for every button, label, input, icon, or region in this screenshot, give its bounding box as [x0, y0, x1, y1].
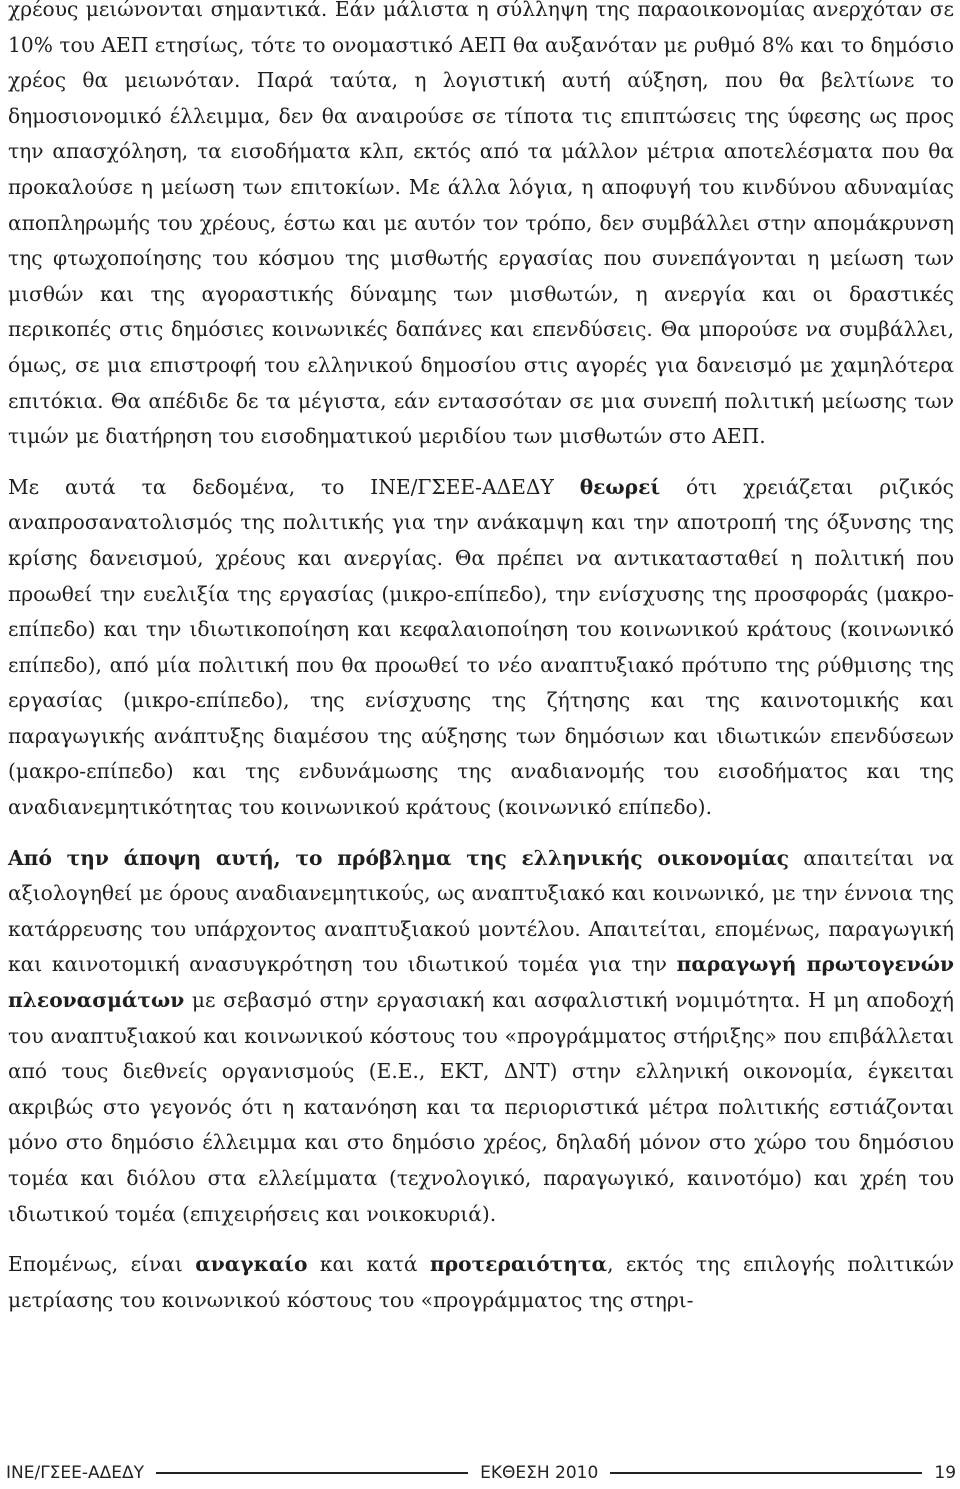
paragraph-4-text-c: , εκτός της επιλογής πολιτικών μετρίασης του κοινωνικού κόστους του «προγράμματος της στηρι-: [8, 1252, 954, 1312]
paragraph-3-text-b: με σεβασμό στην εργασιακή και ασφαλιστική νομιμότητα. Η μη αποδοχή του αναπτυξιακού και κοινωνικού κόστους του «προγράμματος στήριξης» που επιβάλλεται από τους διεθνείς οργανισμούς (Ε.Ε., ΕΚΤ, ΔΝΤ) στην ελληνική οικονομία, έγκειται ακριβώς στο γεγονός ότι η κατανόηση και τα περιοριστικά μέτρα πολιτικής εστιάζονται μόνο στο δημόσιο έλλειμμα και στο δημόσιο χρέος, δηλαδή μόνον στο χώρο του δημόσιου τομέα και διόλου στα ελλείμματα (τεχνολογικό, παραγωγικό, καινοτόμο) και χρέη του ιδιωτικού τομέα (επιχειρήσεις και νοικοκυριά).: [8, 988, 954, 1226]
footer-rule-left: [156, 1472, 468, 1474]
page-number: 19: [934, 1463, 957, 1483]
paragraph-2-bold-a: θεωρεί: [579, 474, 661, 499]
paragraph-4: [8, 1247, 954, 1318]
footer-rule-right: [610, 1472, 922, 1474]
footer-publisher: ΙΝΕ/ΓΣΕΕ-ΑΔΕΔΥ: [6, 1463, 145, 1483]
paragraph-3: [8, 841, 954, 1233]
paragraph-4-bold-a: αναγκαίο: [195, 1252, 308, 1277]
document-body: [8, 0, 954, 1333]
paragraph-1-text: χρέους μειώνονται σημαντικά. Εάν μάλιστα η σύλληψη της παραοικονομίας ανερχόταν σε 10% του ΑΕΠ ετησίως, τότε το ονομαστικό ΑΕΠ θα αυξανόταν με ρυθμό 8% και το δημόσιο χρέος θα μειωνόταν. Παρά ταύτα, η λογιστική αυτή αύξηση, που θα βελτίωνε το δημοσιονομικό έλλειμμα, δεν θα αναιρούσε σε τίποτα τις επιπτώσεις της ύφεσης ως προς την απασχόληση, τα εισοδήματα κλπ, εκτός από τα μάλλον μέτρια αποτελέσματα που θα προκαλούσε η μείωση των επιτοκίων. Με άλλα λόγια, η αποφυγή του κινδύνου αδυναμίας αποπληρωμής του χρέους, έστω και με αυτόν τον τρόπο, δεν συμβάλλει στην απομάκρυνση της φτωχοποίησης του κόσμου της μισθωτής εργασίας που συνεπάγονται η μείωση των μισθών και της αγοραστικής δύναμης των μισθωτών, η ανεργία και οι δραστικές περικοπές στις δημόσιες κοινωνικές δαπάνες και επενδύσεις. Θα μπορούσε να συμβάλλει, όμως, σε μια επιστροφή του ελληνικού δημοσίου στις αγορές για δανεισμό με χαμηλότερα επιτόκια. Θα απέδιδε δε τα μέγιστα, εάν εντασσόταν σε μια συνεπή πολιτική μείωσης των τιμών με διατήρηση του εισοδηματικού μεριδίου των μισθωτών στο ΑΕΠ.: [8, 0, 954, 449]
page-footer: [6, 1460, 956, 1486]
paragraph-2-text-a: Με αυτά τα δεδομένα, το ΙΝΕ/ΓΣΕΕ-ΑΔΕΔΥ: [8, 474, 580, 499]
paragraph-3-bold-a: Από την άποψη αυτή, το πρόβλημα της ελληνικής οικονομίας: [8, 845, 790, 870]
paragraph-4-text-b: και κατά: [307, 1252, 430, 1277]
paragraph-1: [8, 0, 954, 455]
paragraph-4-text-a: Επομένως, είναι: [8, 1252, 196, 1277]
footer-report-title: ΕΚΘΕΣΗ 2010: [480, 1463, 599, 1483]
paragraph-2-text-b: ότι χρειάζεται ριζικός αναπροσανατολισμός της πολιτικής για την ανάκαμψη και την αποτροπή της όξυνσης της κρίσης δανεισμού, χρέους και ανεργίας. Θα πρέπει να αντικατασταθεί η πολιτική που προωθεί την ευελιξία της εργασίας (μικρο-επίπεδο), την ενίσχυσης της προσφοράς (μακρο-επίπεδο) και την ιδιωτικοποίηση και κεφαλαιοποίηση του κοινωνικού κράτους (κοινωνικό επίπεδο), από μία πολιτική που θα προωθεί το νέο αναπτυξιακό πρότυπο της ρύθμισης της εργασίας (μικρο-επίπεδο), της ενίσχυσης της ζήτησης και της καινοτομικής και παραγωγικής ανάπτυξης διαμέσου της αύξησης των δημόσιων και ιδιωτικών επενδύσεων (μακρο-επίπεδο) και της ενδυνάμωσης της αναδιανομής του εισοδήματος και της αναδιανεμητικότητας του κοινωνικού κράτους (κοινωνικό επίπεδο).: [8, 474, 954, 820]
paragraph-4-bold-b: προτεραιότητα: [429, 1252, 608, 1277]
paragraph-3-bold-b: παραγωγή πρωτογενών πλεονασμάτων: [8, 952, 954, 1013]
paragraph-2: [8, 470, 954, 826]
paragraph-3-text-a: απαιτείται να αξιολογηθεί με όρους αναδιανεμητικούς, ως αναπτυξιακό και κοινωνικό, με την έννοια της κατάρρευσης του υπάρχοντος αναπτυξιακού μοντέλου. Απαιτείται, επομένως, παραγωγική και καινοτομική ανασυγκρότηση του ιδιωτικού τομέα για την: [8, 845, 955, 977]
